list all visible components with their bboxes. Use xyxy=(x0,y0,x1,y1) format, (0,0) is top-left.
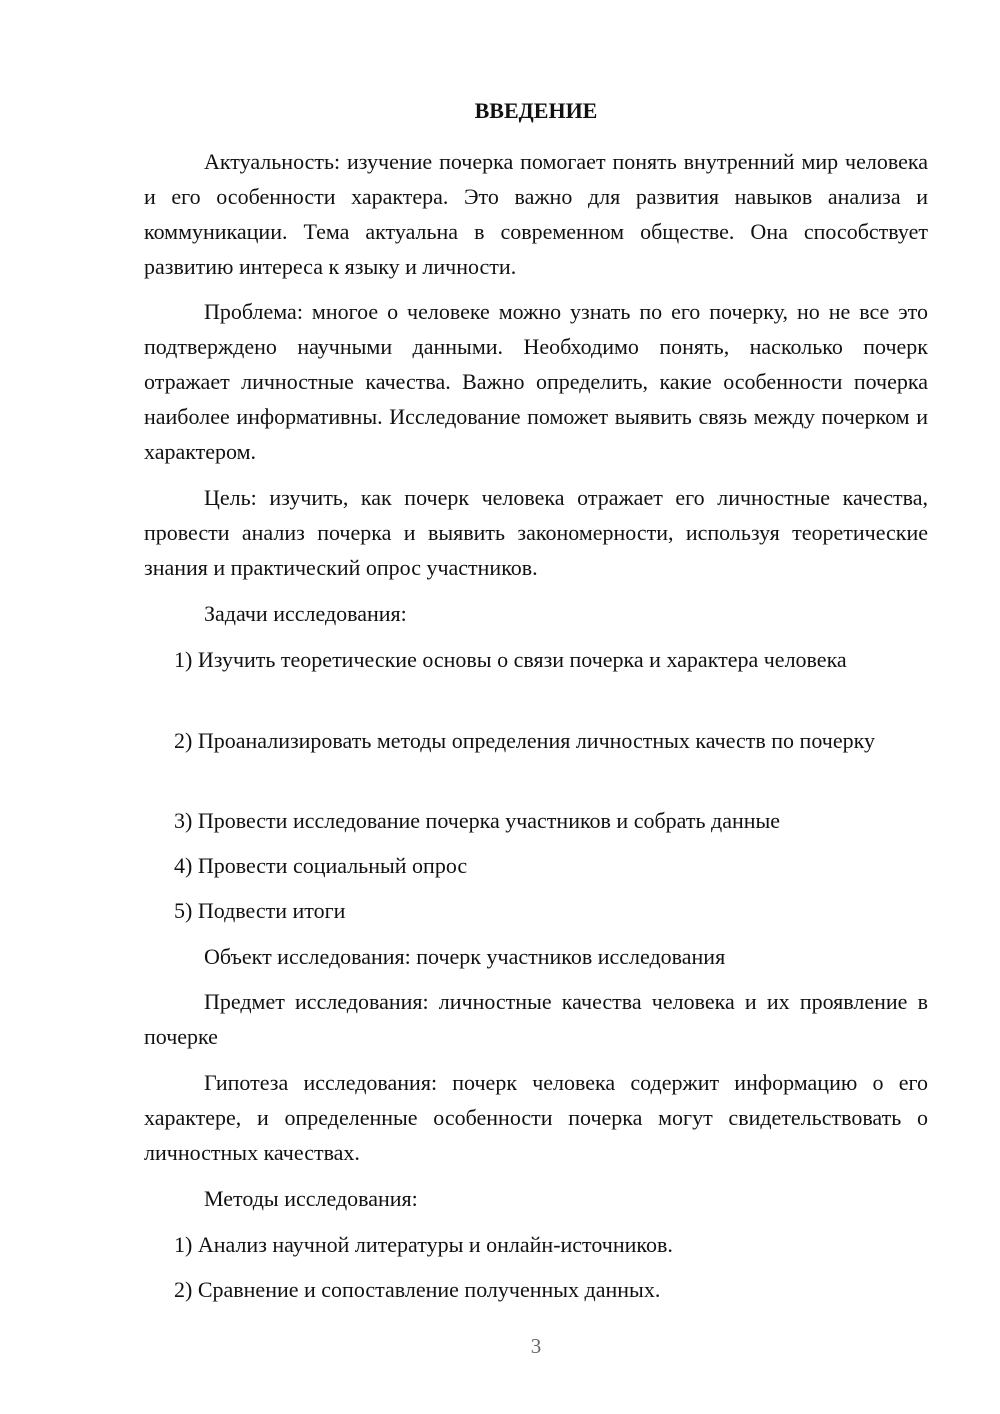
object-paragraph: Объект исследования: почерк участников исследования xyxy=(204,944,726,969)
method-item-2: 2) Сравнение и сопоставление полученных данных. xyxy=(174,1277,661,1302)
goal-paragraph: Цель: изучить, как почерк человека отражает его личностные качества, провести анализ почерка и выявить закономерности, используя теоретические знания и практический опрос участников. xyxy=(144,485,928,580)
task-item-5: 5) Подвести итоги xyxy=(174,898,346,923)
problem-paragraph: Проблема: многое о человеке можно узнать по его почерку, но не все это подтверждено научными данными. Необходимо понять, насколько почерк отражает личностные качества. Важно определить, какие особенности почерка наиболее информативны. Исследование поможет выявить связь между почерком и характером. xyxy=(144,299,928,464)
tasks-heading: Задачи исследования: xyxy=(204,601,407,626)
task-item-1: 1) Изучить теоретические основы о связи почерка и характера человека xyxy=(174,647,847,672)
subject-paragraph: Предмет исследования: личностные качества человека и их проявление в почерке xyxy=(144,989,928,1049)
relevance-paragraph: Актуальность: изучение почерка помогает понять внутренний мир человека и его особенности характера. Это важно для развития навыков анализа и коммуникации. Тема актуальна в современном обществе. Она способствует развитию интереса к языку и личности. xyxy=(144,149,928,279)
method-item-1: 1) Анализ научной литературы и онлайн-источников. xyxy=(174,1232,673,1257)
page-number: 3 xyxy=(530,1334,542,1358)
task-item-3: 3) Провести исследование почерка участников и собрать данные xyxy=(174,808,781,833)
methods-heading: Методы исследования: xyxy=(204,1186,418,1211)
task-item-4: 4) Провести социальный опрос xyxy=(174,853,468,878)
task-item-2: 2) Проанализировать методы определения личностных качеств по почерку xyxy=(174,728,875,753)
hypothesis-paragraph: Гипотеза исследования: почерк человека содержит информацию о его характере, и определенные особенности почерка могут свидетельствовать о личностных качествах. xyxy=(144,1070,928,1165)
page-title: ВВЕДЕНИЕ xyxy=(474,98,598,123)
